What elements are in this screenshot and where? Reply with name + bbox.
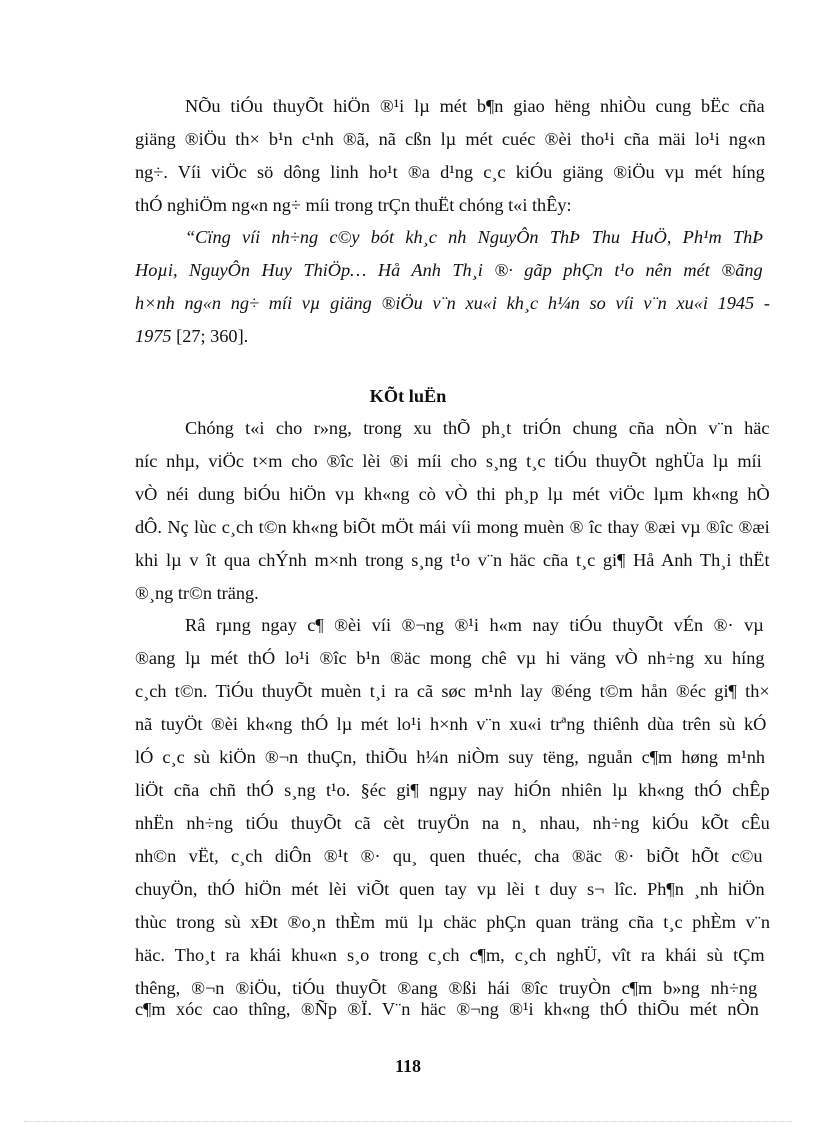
- text-line: ®¸ng tr©n träng.: [135, 583, 259, 603]
- text-line: ng÷. Víi viÖc sö dông linh ho¹t ®a d¹ng c¸c kiÓu giäng ®iÖu vµ mét híng: [135, 162, 765, 182]
- text-line: nã tuyÖt ®èi kh«ng thÓ lµ mét lo¹i h×nh v¨n xu«i trªng thiênh dùa trên sù kÓ: [135, 714, 767, 734]
- page-number: 118: [394, 1056, 421, 1076]
- text-line: liÖt cña chñ thÓ s¸ng t¹o. §éc gi¶ ngµy nay hiÓn nhiên lµ kh«ng thÓ chÊp: [135, 780, 770, 800]
- quote-citation: [27; 360].: [171, 326, 249, 346]
- quote-line: h×nh ng«n ng÷ míi vµ giäng ®iÖu v¨n xu«i kh¸c h¼n so víi v¨n xu«i 1945 -: [135, 293, 770, 313]
- text-line: ®ang lµ mét thÓ lo¹i ®îc b¹n ®äc mong chê vµ hi väng vÒ nh÷ng xu híng: [135, 648, 765, 668]
- text-line: c¸ch t©n. TiÓu thuyÕt muèn t¸i ra cã søc m¹nh lay ®éng t©m hån ®éc gi¶ th×: [135, 681, 770, 701]
- text-line: häc. Tho¸t ra khái khu«n s¸o trong c¸ch c¶m, c¸ch nghÜ, vît ra khái sù tÇm: [135, 945, 765, 965]
- text-line: lÓ c¸c sù kiÖn ®¬n thuÇn, thiÕu h¼n niÒm suy tëng, nguån c¶m høng m¹nh: [135, 747, 766, 767]
- page-bottom-rule: [24, 1121, 792, 1122]
- text-line: vÒ néi dung biÓu hiÖn vµ kh«ng cò vÒ thi ph¸p lµ mét viÖc lµm kh«ng hÒ: [135, 484, 770, 504]
- text-line: thùc trong sù xÐt ®o¸n thÈm mü lµ chäc phÇn quan träng cña t¸c phÈm v¨n: [135, 912, 771, 932]
- text-line: níc nhµ, viÖc t×m cho ®îc lèi ®i míi cho s¸ng t¸c tiÓu thuyÕt nghÜa lµ míi: [135, 451, 762, 471]
- text-line: chuyÖn, thÓ hiÖn mét lèi viÕt quen tay vµ lèi t duy s¬ lîc. Ph¶n ¸nh hiÖn: [135, 879, 765, 899]
- section-heading: KÕt luËn: [369, 386, 447, 406]
- text-line: c¶m xóc cao thîng, ®Ñp ®Ï. V¨n häc ®¬ng ®¹i kh«ng thÓ thiÕu mét nÒn: [135, 999, 759, 1019]
- text-line: Chóng t«i cho r»ng, trong xu thÕ ph¸t triÓn chung cña nÒn v¨n häc: [185, 418, 770, 438]
- quote-line: “Cïng víi nh÷ng c©y bót kh¸c nh NguyÔn ThÞ Thu HuÖ, Ph¹m ThÞ: [185, 227, 764, 247]
- text-line: dÔ. Nç lùc c¸ch t©n kh«ng biÕt mÖt mái víi mong muèn ® îc thay ®æi vµ ®îc ®æi: [135, 517, 770, 537]
- text-line: nhËn nh÷ng tiÓu thuyÕt cã cèt truyÖn na n¸ nhau, nh÷ng kiÓu kÕt cÊu: [135, 813, 770, 833]
- text-line: nh©n vËt, c¸ch diÔn ®¹t ®· qu¸ quen thuéc, cha ®äc ®· biÕt hÕt c©u: [135, 846, 763, 866]
- text-line: khi lµ v ît qua chÝnh m×nh trong s¸ng t¹o v¨n häc cña t¸c gi¶ Hå Anh Th¸i thËt: [135, 550, 770, 570]
- text-line: giäng ®iÖu th× b¹n c¹nh ®ã, nã cßn lµ mét cuéc ®èi tho¹i cña mäi lo¹i ng«n: [135, 129, 766, 149]
- quote-line: Hoµi, NguyÔn Huy ThiÖp… Hå Anh Th¸i ®· gãp phÇn t¹o nên mét ®ãng: [135, 260, 763, 280]
- quote-line-last: [135, 327, 248, 345]
- text-line: thêng, ®¬n ®iÖu, tiÓu thuyÕt ®ang ®ßi hái ®îc truyÒn c¶m b»ng nh÷ng: [135, 978, 758, 998]
- text-line: thÓ nghiÖm ng«n ng÷ míi trong trÇn thuËt chóng t«i thÊy:: [135, 195, 572, 215]
- text-line: NÕu tiÓu thuyÕt hiÖn ®¹i lµ mét b¶n giao hëng nhiÒu cung bËc cña: [185, 96, 765, 116]
- quote-end-text: 1975: [135, 326, 172, 346]
- text-line: Râ rµng ngay c¶ ®èi víi ®¬ng ®¹i h«m nay tiÓu thuyÕt vÉn ®· vµ: [185, 615, 764, 635]
